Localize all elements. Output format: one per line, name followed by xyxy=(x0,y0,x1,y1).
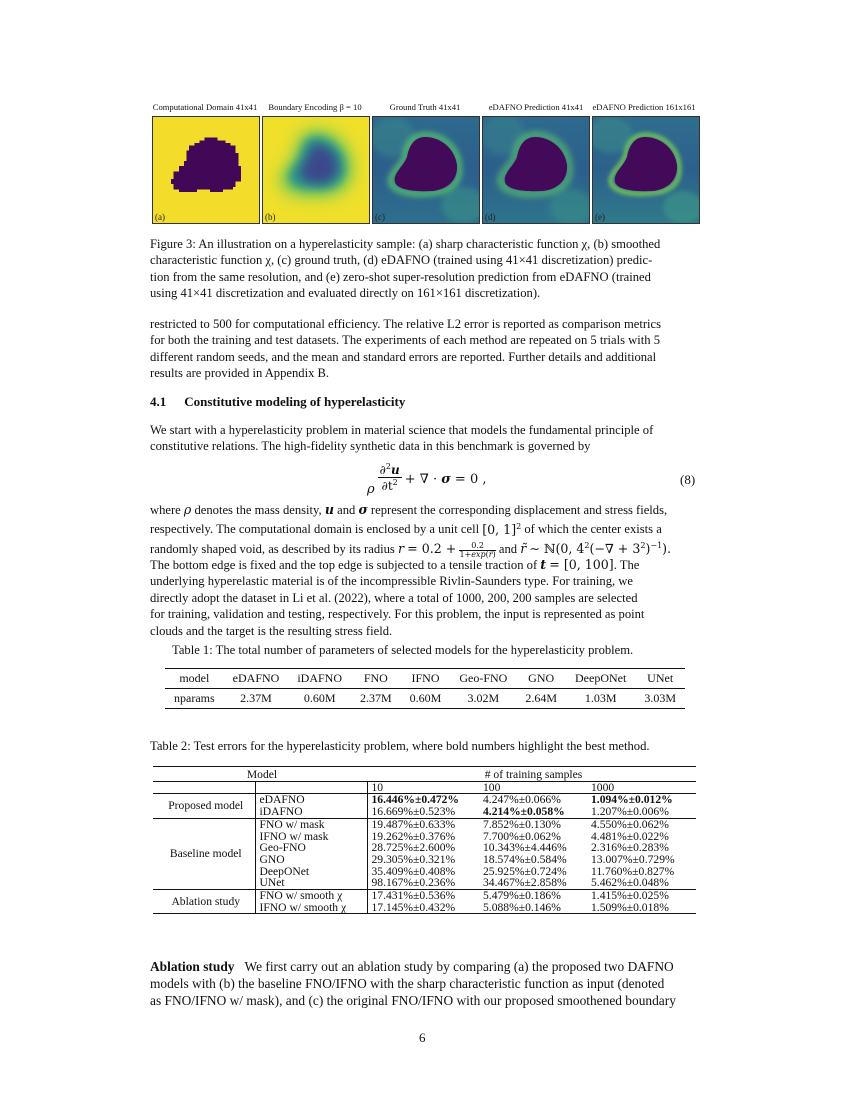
error-cell: 25.925%±0.724% xyxy=(483,864,567,878)
error-cell: 10.343%±4.446% xyxy=(483,841,567,855)
error-cell: 18.574%±0.584% xyxy=(483,852,567,866)
table-cell: FNO xyxy=(363,671,388,685)
error-cell: 28.725%±2.600% xyxy=(371,841,456,855)
text-line: restricted to 500 for computational efficiency. The relative L2 error is reported as comparison metrics xyxy=(150,317,662,331)
text-line: clouds and the target is the resulting stress field. xyxy=(150,623,393,638)
table2-subheader xyxy=(153,781,696,794)
table-cell: IFNO xyxy=(411,671,440,685)
error-cell: 4.247%±0.066% xyxy=(483,793,561,807)
error-cell: 4.481%±0.022% xyxy=(591,829,669,843)
text-line: as FNO/IFNO w/ mask), and (c) the original FNO/IFNO with our proposed smoothened boundary xyxy=(150,993,676,1009)
error-cell: 1.207%±0.006% xyxy=(591,805,669,819)
ablation-heading: Ablation study xyxy=(150,959,235,974)
table-cell: eDAFNO xyxy=(232,671,280,685)
figure-caption xyxy=(150,236,700,302)
panel-b-title: Boundary Encoding β = 10 xyxy=(268,102,362,112)
panel-d-label: (d) xyxy=(485,212,496,222)
table-row xyxy=(153,818,696,830)
error-cell: 7.852%±0.130% xyxy=(483,817,561,831)
text-line: We start with a hyperelasticity problem in material science that models the fundamental principle of xyxy=(150,423,654,437)
text-line: different random seeds, and the mean and standard errors are reported. Further details and additional xyxy=(150,349,657,364)
section-title: Constitutive modeling of hyperelasticity xyxy=(184,394,406,409)
group-label: Baseline model xyxy=(153,818,255,889)
error-cell: 35.409%±0.408% xyxy=(371,864,456,878)
sample-size: 10 xyxy=(371,780,384,794)
table-row xyxy=(153,890,696,902)
error-cell: 1.094%±0.012% xyxy=(591,793,673,807)
error-cell: 4.214%±0.058% xyxy=(483,805,565,819)
table-cell: 3.03M xyxy=(644,691,676,705)
paragraph-problem xyxy=(150,502,700,639)
panel-c-label: (c) xyxy=(375,212,385,222)
table2-caption: Table 2: Test errors for the hyperelasticity problem, where bold numbers highlight the best method. xyxy=(150,739,650,753)
error-cell: 11.760%±0.827% xyxy=(591,864,675,878)
sample-size: 100 xyxy=(483,780,501,794)
table1 xyxy=(165,668,685,709)
table-cell: model xyxy=(179,671,210,685)
model-name: Geo-FNO xyxy=(255,842,367,854)
model-name: eDAFNO xyxy=(255,794,367,806)
paragraph-ablation xyxy=(150,958,700,1010)
table-cell: UNet xyxy=(647,671,674,685)
table1-header xyxy=(165,669,685,689)
panel-a-image xyxy=(152,116,260,224)
model-name: iDAFNO xyxy=(255,806,367,818)
text-line: respectively. The computational domain is enclosed by a unit cell [0, 1]$^2$ of which the center exists a xyxy=(150,521,662,537)
table-cell: 3.02M xyxy=(467,691,500,705)
caption-line: Figure 3: An illustration on a hyperelasticity sample: (a) sharp characteristic function χ, (b) smoothed xyxy=(150,237,661,251)
model-name: IFNO w/ smooth χ xyxy=(255,902,367,914)
error-cell: 5.462%±0.048% xyxy=(591,876,669,890)
error-cell: 1.509%±0.018% xyxy=(591,900,669,914)
model-name: FNO w/ smooth χ xyxy=(255,890,367,902)
text-line: models with (b) the baseline FNO/IFNO with the sharp characteristic function as input (denoted xyxy=(150,976,665,992)
error-cell: 2.316%±0.283% xyxy=(591,841,669,855)
text-line: Ablation study We first carry out an ablation study by comparing (a) the proposed two DAFNO xyxy=(150,959,674,974)
equation-number: (8) xyxy=(680,472,696,487)
panel-e-title: eDAFNO Prediction 161x161 xyxy=(592,102,696,112)
table-row xyxy=(165,689,685,709)
sample-size: 1000 xyxy=(591,780,615,794)
panel-c-image xyxy=(372,116,480,224)
panel-b-label: (b) xyxy=(265,212,276,222)
samples-column-header: # of training samples xyxy=(484,768,583,781)
group-label: Proposed model xyxy=(153,794,255,818)
table-cell: Geo-FNO xyxy=(459,671,508,685)
table2 xyxy=(153,766,696,914)
panel-c-title: Ground Truth 41x41 xyxy=(389,102,461,112)
error-cell: 1.415%±0.025% xyxy=(591,889,669,903)
table-cell: 0.60M xyxy=(303,691,336,705)
error-cell: 98.167%±0.236% xyxy=(371,876,456,890)
text-line: underlying hyperelastic material is of the incompressible Rivlin-Saunders type. For training, we xyxy=(150,574,633,589)
error-cell: 17.145%±0.432% xyxy=(371,900,456,914)
model-column-header: Model xyxy=(246,768,278,781)
text-line: for training, validation and testing, respectively. For this problem, the input is represented as point xyxy=(150,607,645,622)
page-number: 6 xyxy=(419,1030,426,1045)
panel-e-label: (e) xyxy=(595,212,605,222)
model-name: GNO xyxy=(255,854,367,866)
table-cell: nparams xyxy=(174,691,215,705)
caption-line: characteristic function χ, (c) ground truth, (d) eDAFNO (trained using 41×41 discretization) predic- xyxy=(150,253,653,268)
error-cell: 16.446%±0.472% xyxy=(371,793,460,807)
text-line: directly adopt the dataset in Li et al. (2022), where a total of 1000, 200, 200 samples are selected xyxy=(150,590,638,605)
section-heading xyxy=(150,394,405,410)
table1-caption: Table 1: The total number of parameters of selected models for the hyperelasticity problem. xyxy=(172,643,634,657)
table-cell: DeepONet xyxy=(575,671,627,685)
model-name: DeepONet xyxy=(255,866,367,878)
caption-line: using 41×41 discretization and evaluated directly on 161×161 discretization). xyxy=(150,286,541,301)
text-line: The bottom edge is fixed and the top edge is subjected to a tensile traction of t = [0, 100]. The xyxy=(150,557,640,572)
section-number: 4.1 xyxy=(150,394,167,409)
error-cell: 34.467%±2.858% xyxy=(483,876,567,890)
text-line: where ρ denotes the mass density, u and σ represent the corresponding displacement and stress fields, xyxy=(150,502,668,517)
error-cell: 5.088%±0.146% xyxy=(483,900,561,914)
equation-8: ρ $\frac{\partial^2u}{\partial t^2}$ + ∇ · σ = 0 , xyxy=(367,462,487,497)
error-cell: 16.669%±0.523% xyxy=(371,805,456,819)
table-cell: 2.37M xyxy=(360,691,392,705)
group-label: Ablation study xyxy=(153,890,255,914)
table2-header xyxy=(153,767,696,782)
error-cell: 13.007%±0.729% xyxy=(591,852,675,866)
table-cell: 2.64M xyxy=(525,691,558,705)
text-line: results are provided in Appendix B. xyxy=(150,366,330,381)
panel-d-image xyxy=(482,116,590,224)
error-cell: 17.431%±0.536% xyxy=(371,889,456,903)
paragraph-intro xyxy=(150,422,700,455)
panel-a-label: (a) xyxy=(155,212,165,222)
model-name: FNO w/ mask xyxy=(255,818,367,830)
error-cell: 5.479%±0.186% xyxy=(483,889,561,903)
panel-e-image xyxy=(592,116,700,224)
table-cell: 2.37M xyxy=(240,691,272,705)
error-cell: 7.700%±0.062% xyxy=(483,829,561,843)
panel-d-title: eDAFNO Prediction 41x41 xyxy=(488,102,584,112)
table-cell: 0.60M xyxy=(409,691,442,705)
caption-line: tion from the same resolution, and (e) zero-shot super-resolution prediction from eDAFNO (trained xyxy=(150,269,651,284)
table-cell: GNO xyxy=(528,671,555,685)
text-line: for both the training and test datasets. The experiments of each method are repeated on 5 trials with 5 xyxy=(150,333,660,348)
panel-a-title: Computational Domain 41x41 xyxy=(152,102,258,112)
error-cell: 29.305%±0.321% xyxy=(371,852,456,866)
table-cell: iDAFNO xyxy=(297,671,342,685)
panel-b-image xyxy=(262,116,370,224)
error-cell: 19.262%±0.376% xyxy=(371,829,456,843)
model-name: UNet xyxy=(255,877,367,889)
text-line: randomly shaped void, as described by its radius r = 0.2 + $\frac{0.2}{1+\exp(r̃)}$ and r̃ ∼ ℕ(0, $4^2(-\nabla + 3^2)^{-1}$). xyxy=(150,540,672,559)
table-cell: 1.03M xyxy=(584,691,617,705)
model-name: IFNO w/ mask xyxy=(255,831,367,843)
paragraph-results xyxy=(150,316,700,382)
error-cell: 19.487%±0.633% xyxy=(371,817,456,831)
error-cell: 4.550%±0.062% xyxy=(591,817,669,831)
text-line: constitutive relations. The high-fidelity synthetic data in this benchmark is governed by xyxy=(150,439,591,454)
